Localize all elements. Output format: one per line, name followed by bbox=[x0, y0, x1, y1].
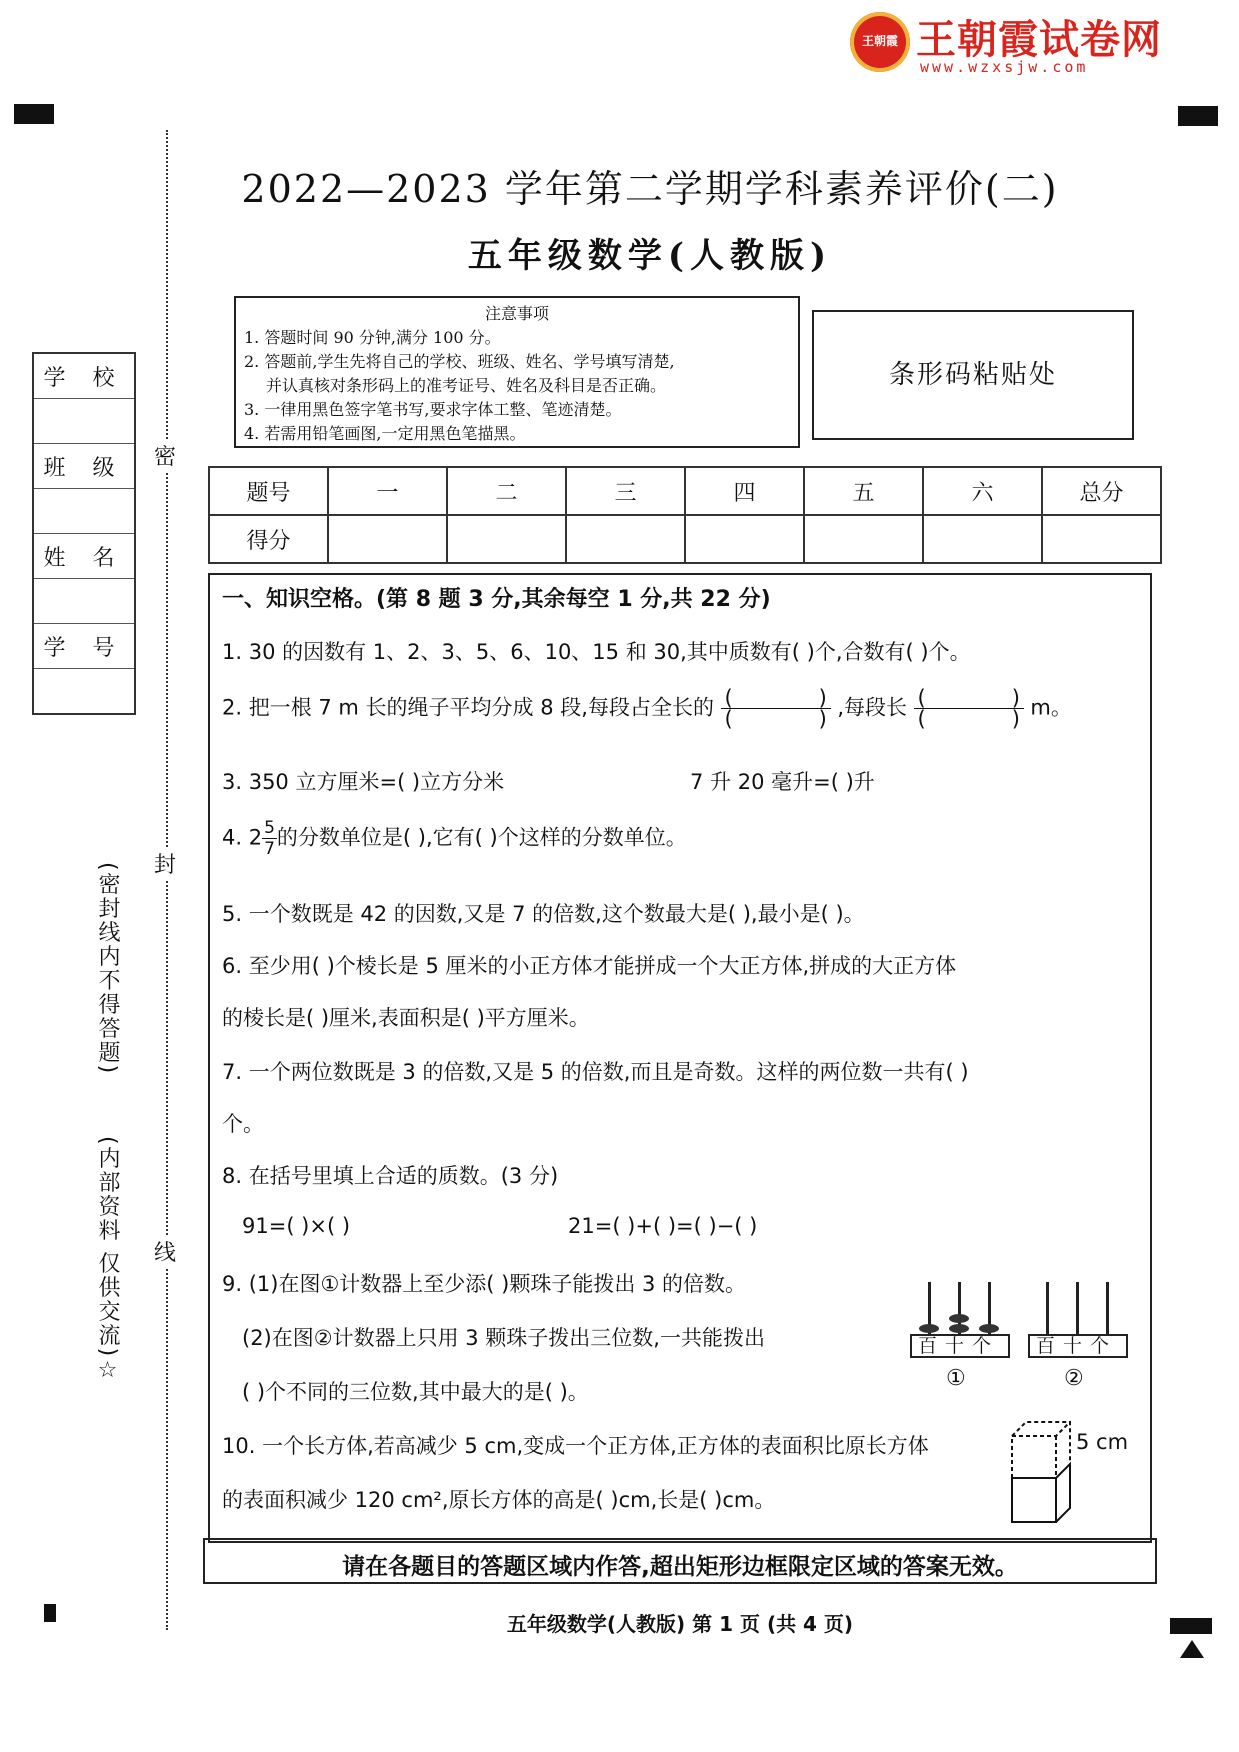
score-row-label: 得分 bbox=[209, 515, 328, 563]
seal-char: 封 bbox=[154, 848, 176, 879]
abacus-bead bbox=[949, 1314, 969, 1323]
score-header-cell: 题号 bbox=[209, 467, 328, 515]
score-header-cell: 一 bbox=[328, 467, 447, 515]
fraction: $\frac{5}{7}$ bbox=[264, 818, 275, 859]
score-header-cell: 二 bbox=[447, 467, 566, 515]
field-label-school: 学 校 bbox=[33, 353, 135, 399]
score-cell[interactable] bbox=[923, 515, 1042, 563]
question-3a: 3. 350 立方厘米=( )立方分米 bbox=[222, 770, 505, 794]
abacus-rod bbox=[1106, 1282, 1109, 1336]
page-title: 2022—2023 学年第二学期学科素养评价(二) bbox=[241, 167, 1059, 211]
field-label-name: 姓 名 bbox=[33, 534, 135, 579]
score-cell[interactable] bbox=[685, 515, 804, 563]
notice-heading: 注意事项 bbox=[484, 304, 549, 323]
question-2 bbox=[222, 688, 1072, 729]
abacus-1 bbox=[910, 1282, 1010, 1392]
score-cell[interactable] bbox=[1042, 515, 1161, 563]
question-8b: 21=( )+( )=( )−( ) bbox=[568, 1214, 758, 1238]
section-heading: 一、知识空格。(第 8 题 3 分,其余每空 1 分,共 22 分) bbox=[222, 587, 771, 612]
question-6b: 的棱长是( )厘米,表面积是( )平方厘米。 bbox=[222, 1006, 590, 1030]
publisher-url: www.wzxsjw.com bbox=[920, 58, 1089, 76]
abacus-rod bbox=[1046, 1282, 1049, 1336]
triangle-icon bbox=[1180, 1640, 1204, 1658]
score-header-cell: 总分 bbox=[1042, 467, 1161, 515]
question-10b: 的表面积减少 120 cm²,原长方体的高是( )cm,长是( )cm。 bbox=[222, 1488, 776, 1512]
question-9b: (2)在图②计数器上只用 3 颗珠子拨出三位数,一共能拨出 bbox=[242, 1326, 765, 1350]
notice-line: 2. 答题前,学生先将自己的学校、班级、姓名、学号填写清楚, bbox=[244, 352, 675, 371]
abacus-number: ① bbox=[946, 1366, 966, 1391]
abacus-bead bbox=[979, 1324, 999, 1333]
question-1: 1. 30 的因数有 1、2、3、5、6、10、15 和 30,其中质数有( )个,合数有( )个。 bbox=[222, 640, 971, 664]
publisher-logo bbox=[850, 8, 1180, 80]
student-info-table bbox=[32, 352, 136, 715]
cube-label: 5 cm bbox=[1076, 1430, 1129, 1454]
seal-char: 密 bbox=[154, 440, 176, 471]
question-10a: 10. 一个长方体,若高减少 5 cm,变成一个正方体,正方体的表面积比原长方体 bbox=[222, 1434, 929, 1458]
field-input-school[interactable] bbox=[33, 399, 135, 444]
score-header-cell: 六 bbox=[923, 467, 1042, 515]
score-table bbox=[208, 466, 1162, 564]
field-input-id[interactable] bbox=[33, 669, 135, 715]
abacus-bead bbox=[949, 1324, 969, 1333]
score-cell[interactable] bbox=[447, 515, 566, 563]
question-2-text: m。 bbox=[1030, 695, 1072, 720]
seal-char: 线 bbox=[154, 1236, 176, 1267]
barcode-area[interactable]: 条形码粘贴处 bbox=[812, 310, 1134, 440]
page-footer: 五年级数学(人教版) 第 1 页 (共 4 页) bbox=[506, 1612, 854, 1636]
abacus-labels: 百十个 bbox=[1028, 1334, 1128, 1358]
score-header-cell: 四 bbox=[685, 467, 804, 515]
abacus-number: ② bbox=[1064, 1366, 1084, 1391]
score-cell[interactable] bbox=[804, 515, 923, 563]
notice-box bbox=[234, 296, 800, 448]
side-note-seal: (密封线内不得答题) bbox=[95, 862, 120, 1076]
notice-line: 并认真核对条形码上的准考证号、姓名及科目是否正确。 bbox=[266, 376, 667, 395]
question-9c: ( )个不同的三位数,其中最大的是( )。 bbox=[242, 1380, 589, 1404]
question-4-text: 的分数单位是( ),它有( )个这样的分数单位。 bbox=[276, 825, 687, 850]
question-9a: 9. (1)在图①计数器上至少添( )颗珠子能拨出 3 的倍数。 bbox=[222, 1272, 747, 1296]
score-header-cell: 五 bbox=[804, 467, 923, 515]
page-subtitle: 五年级数学(人教版) bbox=[467, 236, 833, 276]
abacus-bead bbox=[919, 1324, 939, 1333]
score-cell[interactable] bbox=[328, 515, 447, 563]
question-4 bbox=[222, 818, 687, 859]
score-header-row bbox=[209, 467, 1161, 515]
field-label-class: 班 级 bbox=[33, 444, 135, 489]
notice-line: 1. 答题时间 90 分钟,满分 100 分。 bbox=[244, 328, 501, 347]
question-7a: 7. 一个两位数既是 3 的倍数,又是 5 的倍数,而且是奇数。这样的两位数一共有( ) bbox=[222, 1060, 969, 1084]
registration-mark-bl bbox=[44, 1604, 56, 1622]
abacus-2 bbox=[1028, 1282, 1128, 1392]
field-label-id: 学 号 bbox=[33, 624, 135, 669]
question-2-text: 2. 把一根 7 m 长的绳子平均分成 8 段,每段占全长的 bbox=[222, 695, 714, 720]
question-4-text: 4. 2 bbox=[222, 825, 263, 850]
abacus-labels: 百十个 bbox=[910, 1334, 1010, 1358]
question-6a: 6. 至少用( )个棱长是 5 厘米的小正方体才能拼成一个大正方体,拼成的大正方体 bbox=[222, 954, 957, 978]
notice-line: 4. 若需用铅笔画图,一定用黑色笔描黑。 bbox=[244, 424, 526, 443]
question-5: 5. 一个数既是 42 的因数,又是 7 的倍数,这个数最大是( ),最小是( )。 bbox=[222, 902, 865, 926]
fraction-blank[interactable]: $\frac{( )}{( )}$ bbox=[721, 688, 831, 729]
publisher-name: 王朝霞试卷网 bbox=[916, 17, 1162, 63]
score-row bbox=[209, 515, 1161, 563]
seal-line bbox=[166, 130, 168, 1630]
fraction-blank[interactable]: $\frac{( )}{( )}$ bbox=[914, 688, 1024, 729]
question-8: 8. 在括号里填上合适的质数。(3 分) bbox=[222, 1164, 559, 1188]
registration-mark-tr bbox=[1178, 106, 1218, 126]
field-input-class[interactable] bbox=[33, 489, 135, 534]
question-3b: 7 升 20 毫升=( )升 bbox=[690, 770, 875, 794]
abacus-rod bbox=[1076, 1282, 1079, 1336]
score-header-cell: 三 bbox=[566, 467, 685, 515]
question-8a: 91=( )×( ) bbox=[242, 1214, 351, 1238]
registration-mark-tl bbox=[14, 104, 54, 124]
answer-area-notice: 请在各题目的答题区域内作答,超出矩形边框限定区域的答案无效。 bbox=[342, 1554, 1018, 1580]
registration-mark-br bbox=[1170, 1618, 1212, 1634]
question-7b: 个。 bbox=[222, 1112, 264, 1136]
seal-icon: 王朝霞 bbox=[850, 12, 910, 72]
question-2-text: ,每段长 bbox=[837, 695, 908, 720]
field-input-name[interactable] bbox=[33, 579, 135, 624]
notice-line: 3. 一律用黑色签字笔书写,要求字体工整、笔迹清楚。 bbox=[244, 400, 622, 419]
side-note-internal: (内部资料 仅供交流)☆ bbox=[95, 1136, 120, 1386]
score-cell[interactable] bbox=[566, 515, 685, 563]
